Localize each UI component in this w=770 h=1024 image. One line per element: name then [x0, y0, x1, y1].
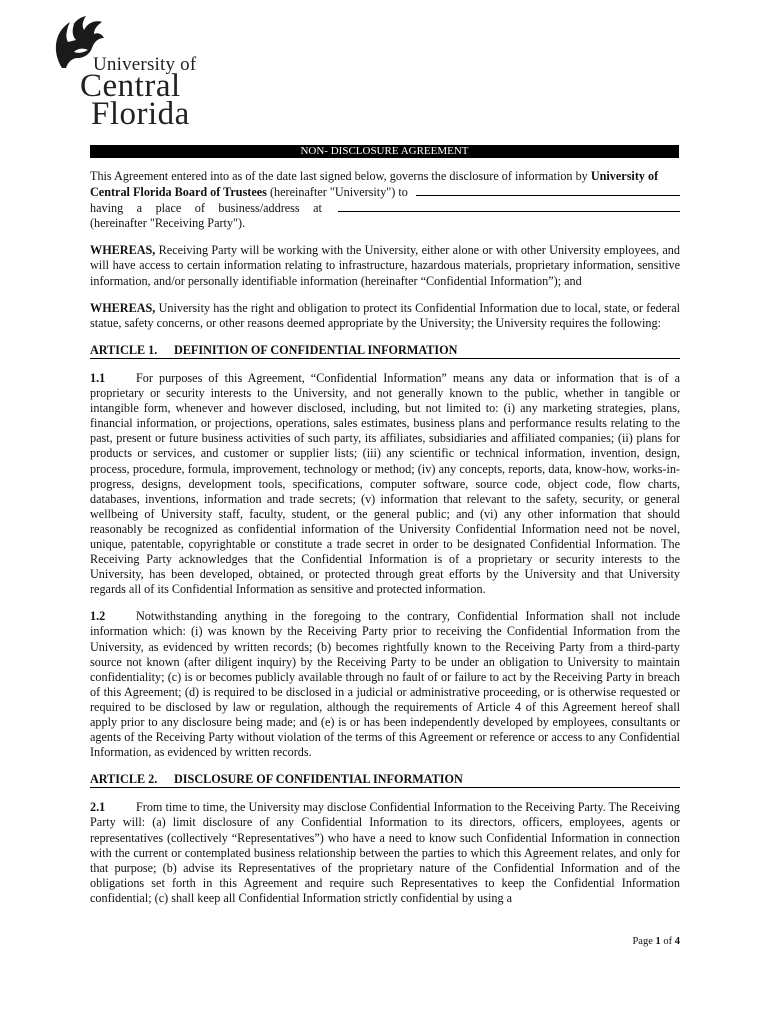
intro-text-3: (hereinafter "Receiving Party"). — [90, 216, 246, 231]
business-address-field[interactable] — [338, 200, 680, 212]
article-title: DISCLOSURE OF CONFIDENTIAL INFORMATION — [174, 772, 463, 787]
address-label — [90, 201, 322, 216]
logo-line-university: University of — [93, 54, 197, 75]
section-number: 1.1 — [90, 370, 106, 385]
intro-university-name-2: Central Florida Board of Trustees — [90, 185, 267, 200]
section-number: 1.2 — [90, 609, 106, 624]
section-text: From time to time, the University may disclose Confidential Information to the Receiving Party. The Receiving Party will: (a) limit disclosure of any Confidential Information to its directors, officers, employees, agents or representatives (collectively “Representatives”) who have a need to know such Confidential Information in connection with the current or contemplated business relationship between the parties to which this Agreement relates, and only for that purpose; (b) advise its Representatives of the proprietary nature of the Confidential Information and of the obligations set forth in this Agreement and require such Representatives to keep the Confidential Information confidential; (c) shall keep all Confidential Information strictly confidential by using a — [90, 800, 680, 905]
section-2-1 — [90, 800, 680, 906]
article-2-heading — [90, 772, 680, 788]
intro-paragraph — [90, 169, 680, 184]
whereas-text: University has the right and obligation to protect its Confidential Information due to local, state, or federal statue, safety concerns, or other reasons deemed appropriate by the University; the University requires the following: — [90, 300, 681, 330]
page-label: Page — [632, 936, 653, 947]
whereas-paragraph-1 — [90, 243, 680, 288]
whereas-label: WHEREAS, — [90, 300, 156, 315]
whereas-text: Receiving Party will be working with the University, either alone or with other University employees, and will have access to certain information relating to infrastructure, hazardous materials, proprietary information, sensitive information, and/or personally identifiable information (hereinafter “Confidential Information”); and — [90, 243, 680, 288]
whereas-label: WHEREAS, — [90, 243, 156, 258]
section-number: 2.1 — [90, 800, 106, 815]
page-of-label: of — [663, 936, 673, 947]
article-1-heading — [90, 343, 680, 359]
whereas-paragraph-2 — [90, 301, 680, 331]
section-1-2 — [90, 609, 680, 760]
article-number: ARTICLE 1. — [90, 342, 158, 357]
ucf-logo — [44, 12, 244, 132]
address-label-word: of — [194, 201, 205, 216]
section-text: Notwithstanding anything in the foregoing to the contrary, Confidential Information shall not include information which: (i) was known by the Receiving Party prior to receiving the Confidential Information from the University, as evidenced by written records; (b) becomes rightfully known to the Receiving Party from a third-party source not known (after diligent inquiry) by the Receiving Party to be under an obligation to University to maintain confidentiality; (c) is or becomes publicly available through no fault of or failure to act by the Receiving Party in breach of this Agreement; (d) is required to be disclosed in a judicial or administrative proceeding, or is otherwise requested or required to be disclosed by law or regulation, although the requirements of Article 4 of this Agreement hereof shall apply prior to any disclosure being made; and (e) is or has been independently developed by employees, consultants or agents of the Receiving Party without violation of the terms of this Agreement or reference or access to any Confidential Information, as evidenced by written records. — [90, 609, 680, 760]
address-label-word: place — [155, 201, 182, 216]
section-text: For purposes of this Agreement, “Confidential Information” means any data or information that is of a proprietary or security interests to the University, and not generally known to the public, whether in tangible or intangible form, whenever and however disclosed, including, but not limited to: (i) any marketing strategies, plans, financial information, or projections, operations, sales estimates, business plans and performance results relating to the past, present or future business activities of such party, its affiliates, subsidiaries and affiliated companies; (ii) plans for products or services, and customer or supplier lists; (iii) any scientific or technical information, invention, design, process, procedure, formula, improvement, technology or method; (iv) any concepts, reports, data, know-how, works-in-progress, designs, development tools, specifications, computer software, source code, object code, flow charts, databases, inventions, information and trade secrets; (v) information that relevant to the safety, security, or general wellbeing of University staff, faculty, student, or the general public; and (vi) any other information that should reasonably be recognized as confidential information of the University Confidential Information need not be novel, unique, patentable, copyrightable or constitute a trade secret in order to be designated Confidential Information. The Receiving Party acknowledges that the Confidential Information is of a proprietary or security interests to the University, has been developed, obtained, or protected through great efforts by the University and that University regards all of its Confidential Information as sensitive and protected information. — [90, 370, 680, 597]
intro-university-name-1: University of — [590, 169, 659, 183]
article-title: DEFINITION OF CONFIDENTIAL INFORMATION — [174, 342, 458, 357]
page-number — [600, 936, 680, 947]
document-title: NON- DISCLOSURE AGREEMENT — [90, 145, 679, 158]
page-total: 4 — [674, 936, 680, 947]
address-label-word: business/address — [218, 201, 300, 216]
logo-line-central: Central — [80, 68, 181, 104]
section-1-1 — [90, 371, 680, 597]
agreement-body — [90, 169, 680, 906]
address-label-word: having — [90, 201, 124, 216]
logo-line-florida: Florida — [91, 96, 190, 132]
page-current: 1 — [655, 936, 661, 947]
article-number: ARTICLE 2. — [90, 772, 158, 787]
address-label-word: at — [313, 201, 322, 216]
intro-text-1: This Agreement entered into as of the date last signed below, governs the disclosure of information by — [90, 169, 588, 183]
intro-line-2 — [90, 184, 680, 200]
receiving-party-name-field[interactable] — [416, 184, 680, 196]
intro-text-2: (hereinafter "University") to — [269, 185, 408, 200]
intro-line-3 — [90, 200, 680, 216]
address-label-word: a — [136, 201, 143, 216]
